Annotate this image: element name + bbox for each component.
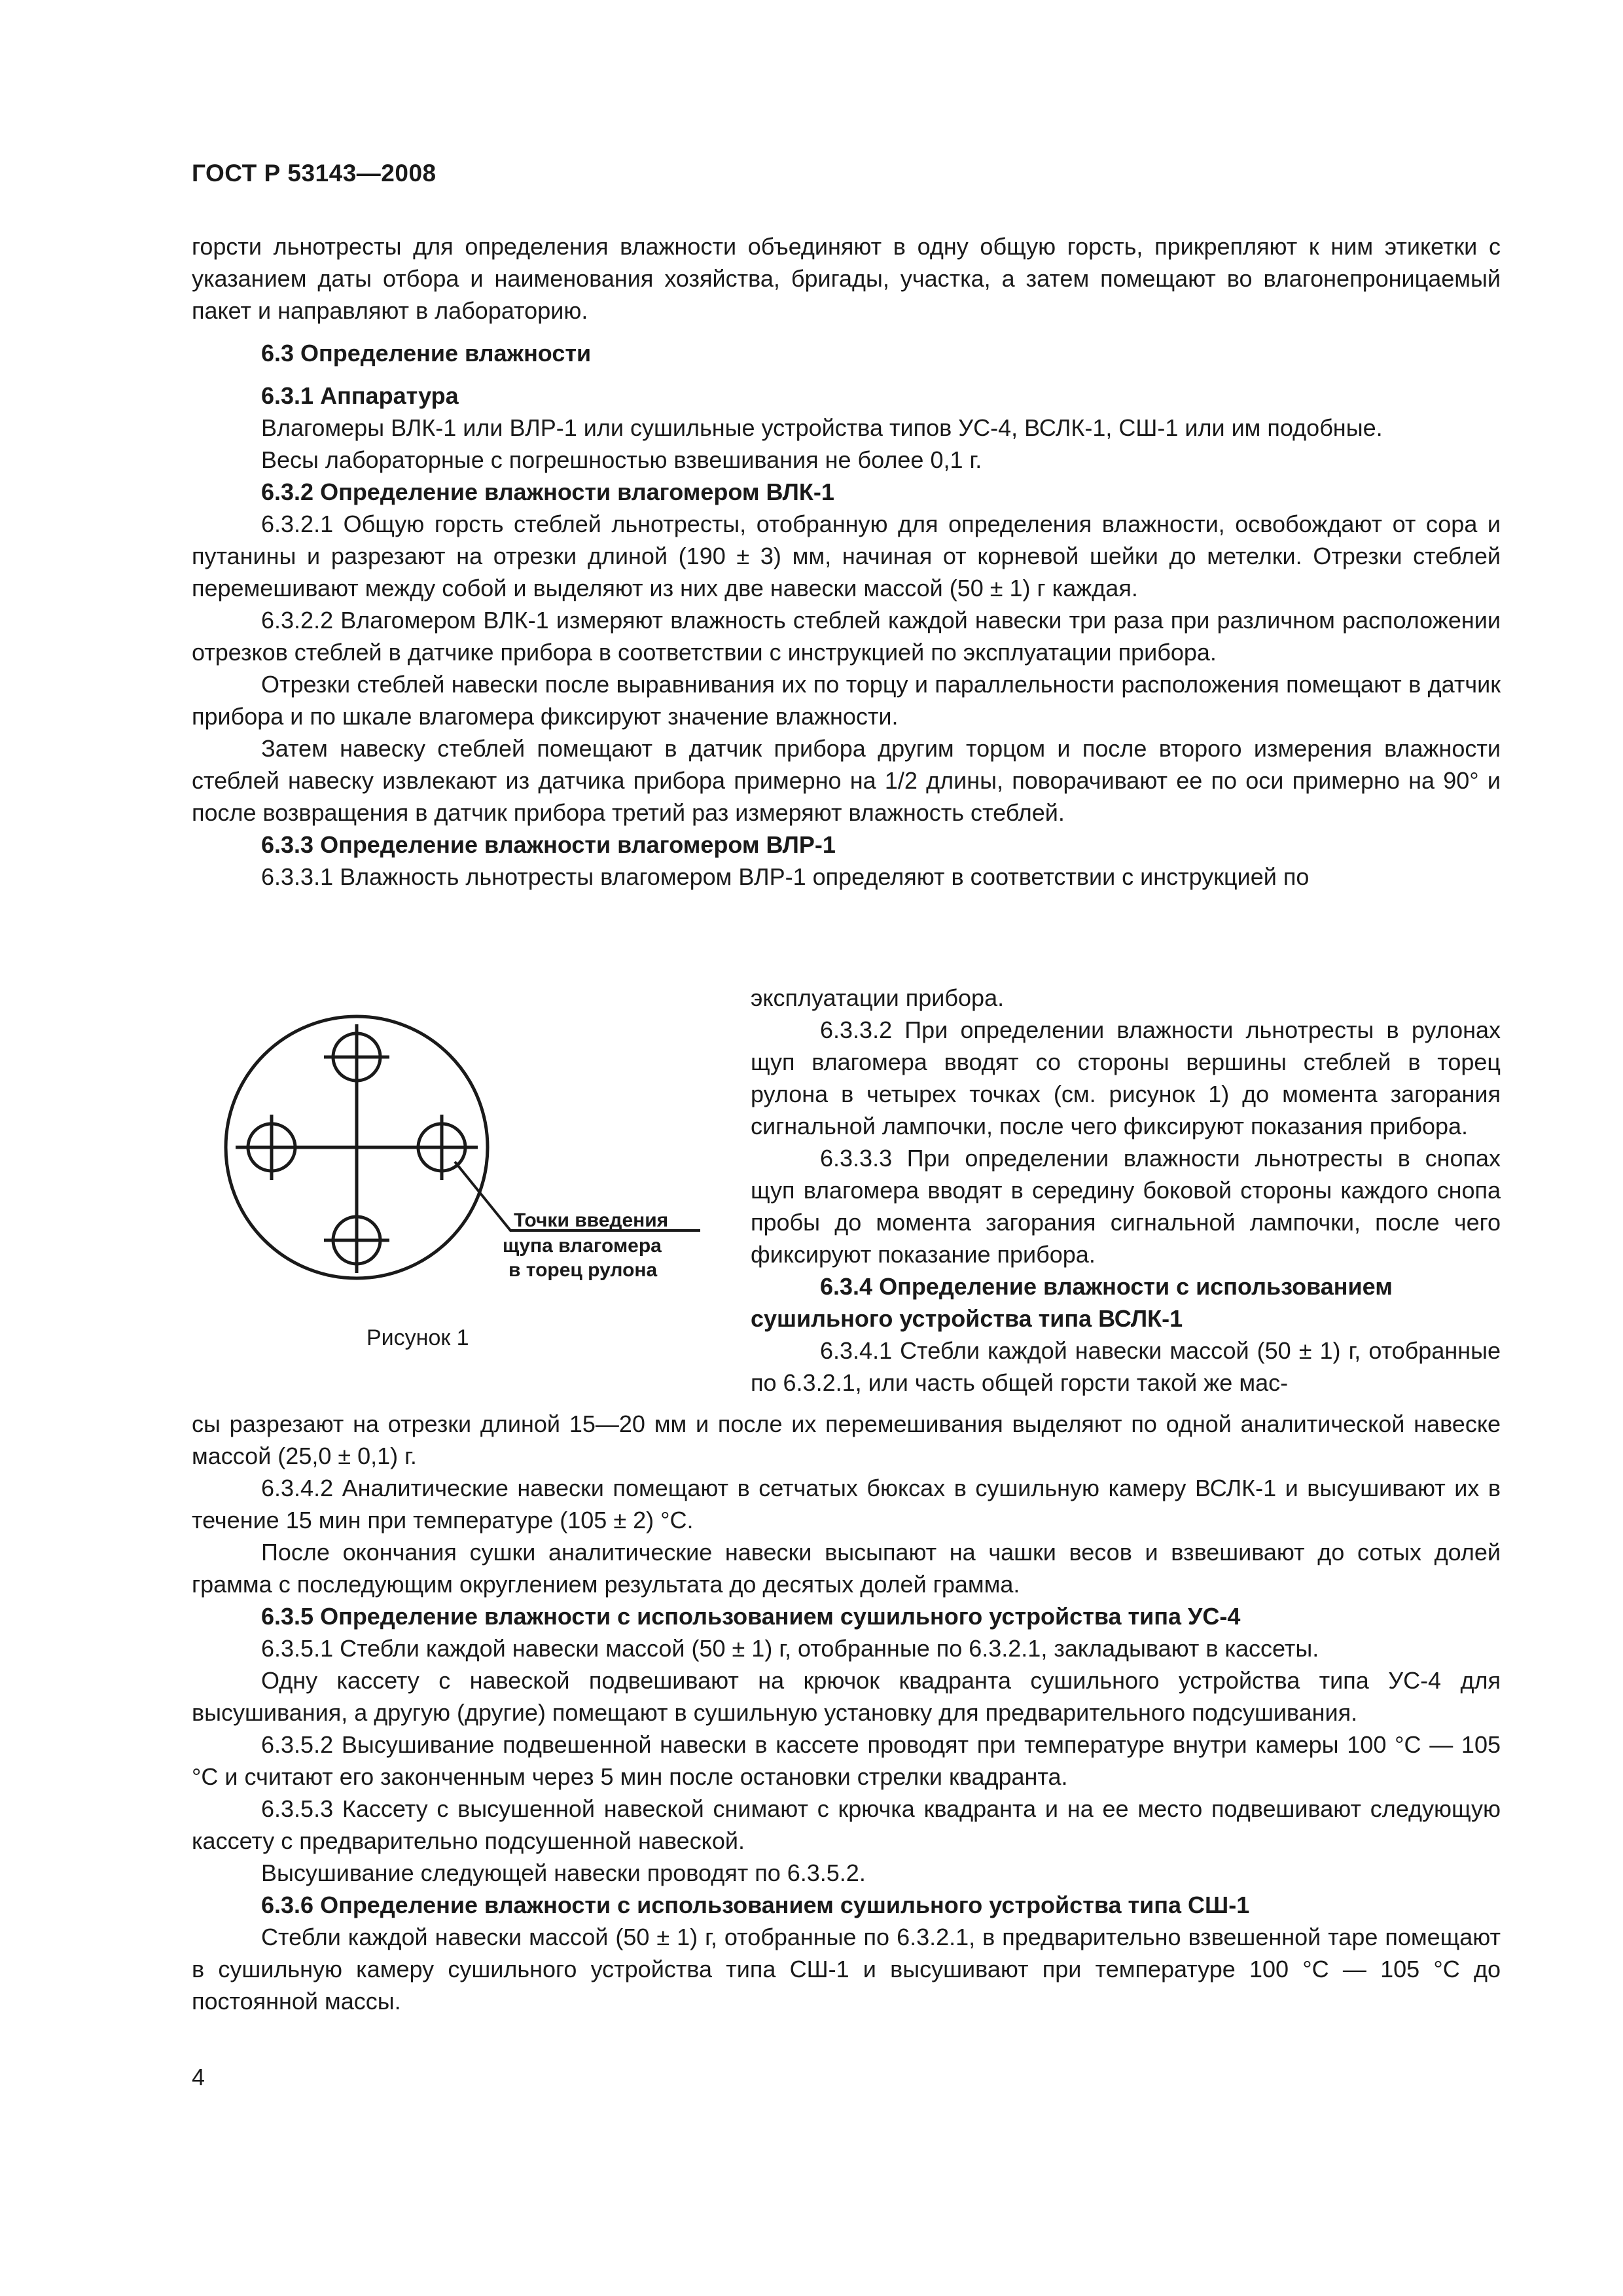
paragraph: После окончания сушки аналитические навески высыпают на чашки весов и взвешивают до сотых долей грамма с последующим округлением результата до десятых долей грамма. [192,1539,1501,1598]
figure-label-line: в торец рулона [508,1259,658,1281]
paragraph: 6.3.2.1 Общую горсть стеблей льнотресты, отобранную для определения влажности, освобождают от сора и путанины и разрезают на отрезки длиной (190 ± 3) мм, начиная от корневой шейки до метелки. Отрезки стеблей перемешивают между собой и выделяют из них две навески массой (50 ± 1) г каждая. [192,511,1501,601]
paragraph: эксплуатации прибора. [751,984,1005,1011]
document-header: ГОСТ Р 53143—2008 [192,160,437,187]
body-text-bottom [192,1408,1501,2017]
paragraph: 6.3.3.1 Влажность льнотресты влагомером ВЛР-1 определяют в соответствии с инструкцией по [261,863,1310,890]
paragraph: 6.3.3.2 При определении влажности льнотресты в рулонах щуп влагомера вводят со стороны вершины стеблей в торец рулона в четырех точках (см. рисунок 1) до момента загорания сигнальной лампочки, после чего фиксируют показания прибора. [751,1016,1501,1139]
paragraph: 6.3.5.3 Кассету с высушенной навеской снимают с крючка квадранта и на ее место подвешивают следующую кассету с предварительно подсушенной навеской. [192,1795,1501,1854]
paragraph: Высушивание следующей навески проводят по 6.3.5.2. [261,1859,866,1886]
paragraph: Затем навеску стеблей помещают в датчик прибора другим торцом и после второго измерения влажности стеблей навеску извлекают из датчика прибора примерно на 1/2 длины, поворачивают ее по оси примерно на 90° и после возвращения в датчик прибора третий раз измеряют влажность стеблей. [192,735,1501,826]
paragraph: 6.3.4.1 Стебли каждой навески массой (50 ± 1) г, отобранные по 6.3.2.1, или часть общей горсти такой же мас- [751,1337,1501,1396]
section-heading: 6.3.2 Определение влажности влагомером ВЛК-1 [261,478,834,505]
paragraph: 6.3.5.2 Высушивание подвешенной навески в кассете проводят при температуре внутри камеры 100 °С — 105 °С и считают его законченным через 5 мин после остановки стрелки квадранта. [192,1731,1501,1790]
section-heading: 6.3.6 Определение влажности с использованием сушильного устройства типа СШ-1 [261,1892,1250,1918]
paragraph: 6.3.2.2 Влагомером ВЛК-1 измеряют влажность стеблей каждой навески три раза при различном расположении отрезков стеблей в датчике прибора в соответствии с инструкцией по эксплуатации прибора. [192,607,1501,666]
section-heading: 6.3.4 Определение влажности с использованием сушильного устройства типа ВСЛК-1 [751,1273,1393,1332]
figure-1 [216,1005,726,1319]
paragraph: 6.3.3.3 При определении влажности льнотресты в снопах щуп влагомера вводят в середину боковой стороны каждого снопа пробы до момента загорания сигнальной лампочки, после чего фиксируют показание прибора. [751,1145,1501,1268]
paragraph: Одну кассету с навеской подвешивают на крючок квадранта сушильного устройства типа УС-4 для высушивания, а другую (другие) помещают в сушильную установку для предварительного подсушивания. [192,1667,1501,1726]
paragraph: Влагомеры ВЛК-1 или ВЛР-1 или сушильные устройства типов УС-4, ВСЛК-1, СШ-1 или им подобные. [261,414,1383,441]
roll-cross-section-diagram [216,1005,726,1319]
section-heading: 6.3.1 Аппаратура [261,382,459,409]
paragraph: сы разрезают на отрезки длиной 15—20 мм и после их перемешивания выделяют по одной аналитической навеске массой (25,0 ± 0,1) г. [192,1410,1501,1469]
section-heading: 6.3 Определение влажности [261,340,592,367]
body-text-wrapped [751,982,1501,1399]
figure-caption: Рисунок 1 [366,1325,469,1350]
paragraph: Отрезки стеблей навески после выравнивания их по торцу и параллельности расположения помещают в датчик прибора и по шкале влагомера фиксируют значение влажности. [192,671,1501,730]
paragraph: 6.3.5.1 Стебли каждой навески массой (50 ± 1) г, отобранные по 6.3.2.1, закладывают в кассеты. [261,1635,1319,1662]
paragraph: Стебли каждой навески массой (50 ± 1) г, отобранные по 6.3.2.1, в предварительно взвешенной таре помещают в сушильную камеру сушильного устройства типа СШ-1 и высушивают при температуре 100 °С — 105 °С до постоянной массы. [192,1924,1501,2015]
section-heading: 6.3.3 Определение влажности влагомером ВЛР-1 [261,831,836,858]
paragraph: горсти льнотресты для определения влажности объединяют в одну общую горсть, прикрепляют к ним этикетки с указанием даты отбора и наименования хозяйства, бригады, участка, а затем помещают во влагонепроницаемый пакет и направляют в лабораторию. [192,233,1501,324]
body-text-top [192,230,1501,893]
paragraph: 6.3.4.2 Аналитические навески помещают в сетчатых бюксах в сушильную камеру ВСЛК-1 и высушивают их в течение 15 мин при температуре (105 ± 2) °С. [192,1475,1501,1534]
figure-label-line: Точки введения [514,1210,669,1231]
paragraph: Весы лабораторные с погрешностью взвешивания не более 0,1 г. [261,446,982,473]
section-heading: 6.3.5 Определение влажности с использованием сушильного устройства типа УС-4 [261,1603,1241,1630]
figure-label-line: щупа влагомера [503,1235,662,1257]
page-number: 4 [192,2064,205,2090]
